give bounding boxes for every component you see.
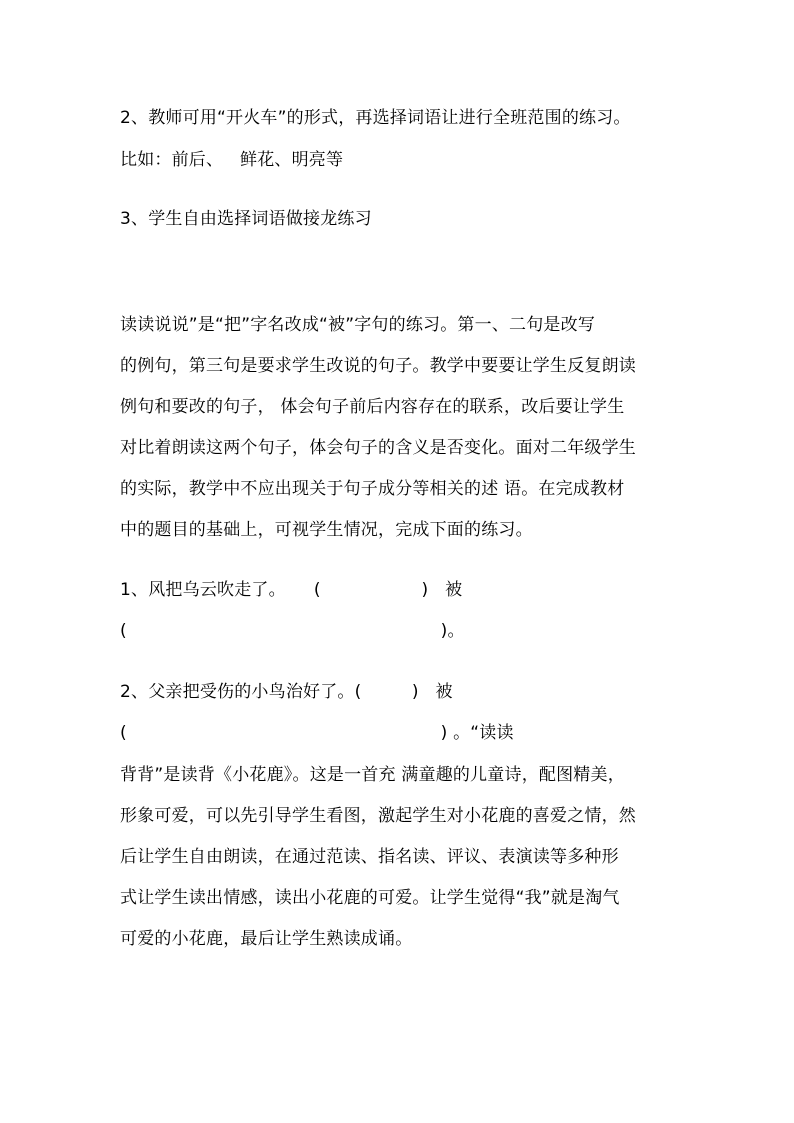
- exercise-line: 1、风把乌云吹走了。 ( ) 被: [120, 580, 463, 600]
- paragraph-line: 对比着朗读这两个句子，体会句子的含义是否变化。面对二年级学生: [120, 438, 636, 458]
- paragraph-line: 的实际，教学中不应出现关于句子成分等相关的述 语。在完成教材: [120, 479, 625, 499]
- paragraph-line: 可爱的小花鹿，最后让学生熟读成诵。: [120, 929, 413, 949]
- paragraph-line: 后让学生自由朗读，在通过范读、指名读、评议、表演读等多种形: [120, 847, 619, 867]
- paragraph-line: 3、学生自由选择词语做接龙练习: [120, 209, 372, 229]
- paragraph-line: 式让学生读出情感，读出小花鹿的可爱。让学生觉得“我”就是淘气: [120, 888, 620, 908]
- exercise-line: 2、父亲把受伤的小鸟治好了。( ) 被: [120, 682, 453, 702]
- paragraph-line: 形象可爱，可以先引导学生看图，激起学生对小花鹿的喜爱之情，然: [120, 806, 636, 826]
- paragraph-line: 读读说说”是“把”字名改成“被”字句的练习。第一、二句是改写: [120, 315, 596, 335]
- exercise-line: ( ) 。“读读: [120, 723, 514, 743]
- paragraph-line: 比如：前后、 鲜花、明亮等: [120, 150, 344, 170]
- paragraph-line: 的例句，第三句是要求学生改说的句子。教学中要要让学生反复朗读: [120, 356, 636, 376]
- paragraph-line: 2、教师可用“开火车”的形式，再选择词语让进行全班范围的练习。: [120, 108, 631, 128]
- exercise-line: ( )。: [120, 621, 465, 641]
- paragraph-line: 例句和要改的句子， 体会句子前后内容存在的联系，改后要让学生: [120, 397, 625, 417]
- paragraph-line: 中的题目的基础上，可视学生情况，完成下面的练习。: [120, 520, 533, 540]
- paragraph-line: 背背”是读背《小花鹿》。这是一首充 满童趣的儿童诗，配图精美，: [120, 765, 625, 785]
